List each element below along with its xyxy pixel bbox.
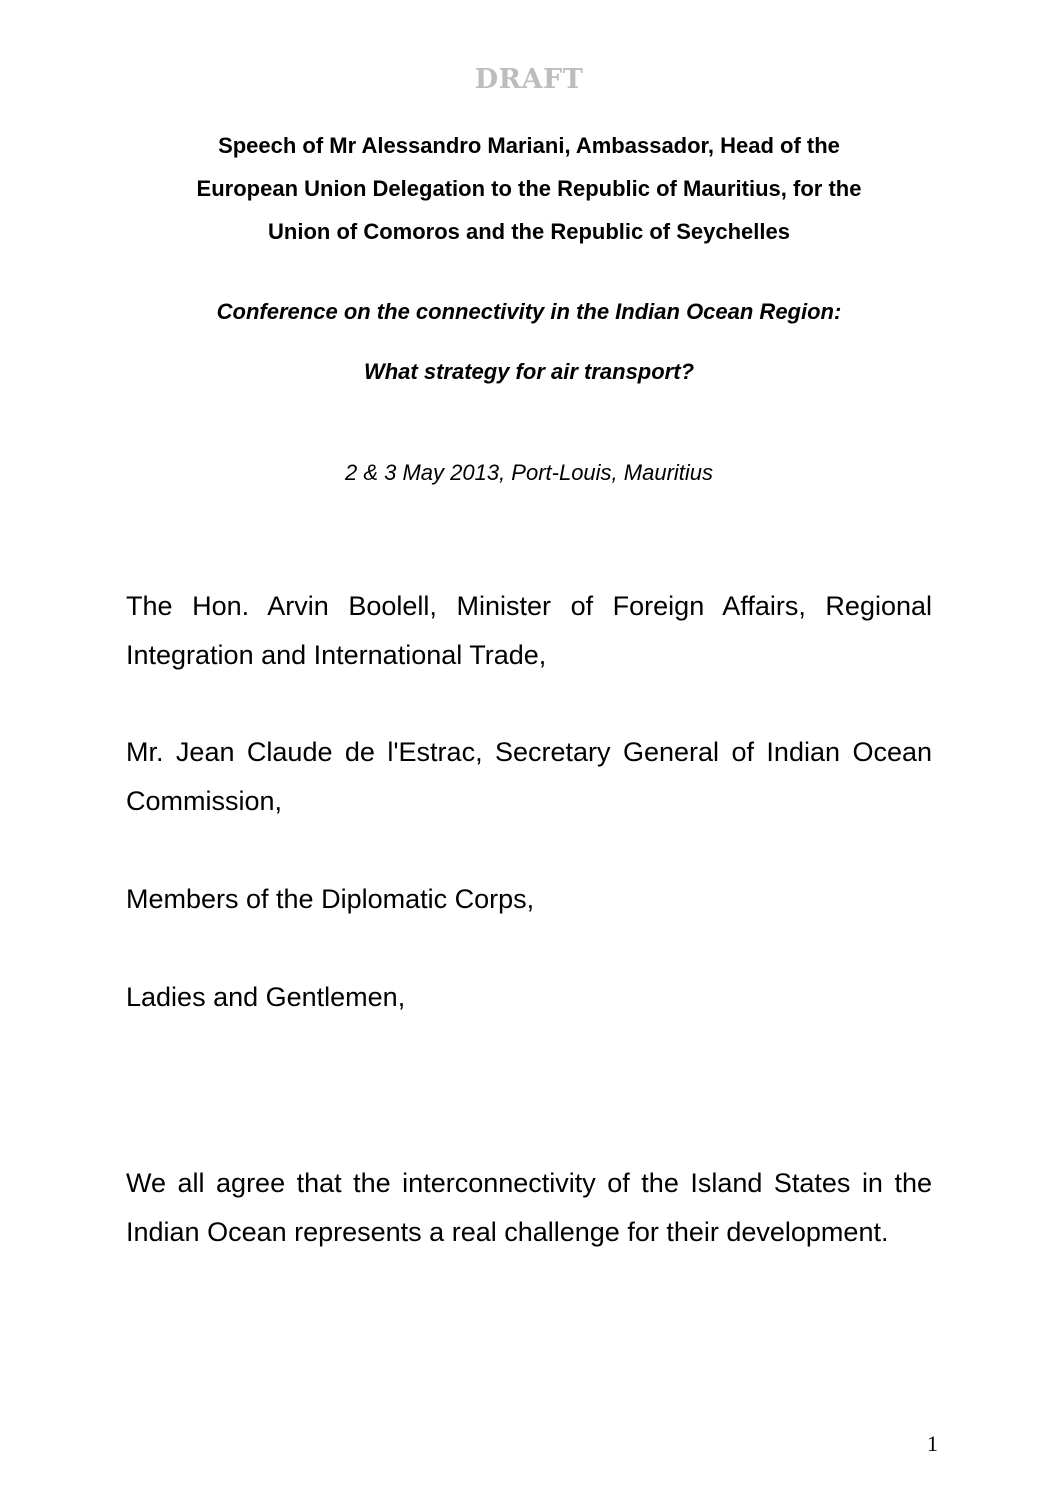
body-line: We all agree that the interconnectivity of the Island States in the	[126, 1168, 932, 1198]
salutation-line: Members of the Diplomatic Corps,	[126, 884, 535, 914]
salutation-line: Ladies and Gentlemen,	[126, 982, 406, 1012]
heading-line: Union of Comoros and the Republic of Seychelles	[268, 219, 790, 244]
page-number: 1	[927, 1431, 938, 1456]
heading-line: Speech of Mr Alessandro Mariani, Ambassador, Head of the	[218, 133, 840, 158]
salutation-line: The Hon. Arvin Boolell, Minister of Foreign Affairs, Regional	[126, 591, 932, 621]
conference-title: Conference on the connectivity in the Indian Ocean Region:	[216, 299, 842, 324]
salutation-line: Integration and International Trade,	[126, 640, 547, 670]
body-line: Indian Ocean represents a real challenge for their development.	[126, 1217, 889, 1247]
body-paragraph	[126, 1159, 932, 1257]
salutation-diplomatic-corps	[126, 875, 932, 924]
conference-subtitle: What strategy for air transport?	[363, 359, 695, 384]
salutation-line: Mr. Jean Claude de l'Estrac, Secretary General of Indian Ocean	[126, 737, 932, 767]
date-place: 2 & 3 May 2013, Port-Louis, Mauritius	[344, 460, 714, 485]
draft-watermark: DRAFT	[474, 64, 584, 95]
salutation-minister	[126, 582, 932, 680]
heading-line: European Union Delegation to the Republic of Mauritius, for the	[196, 176, 862, 201]
speech-heading	[110, 124, 948, 253]
salutation-ladies-gentlemen	[126, 973, 932, 1022]
salutation-line: Commission,	[126, 786, 283, 816]
salutation-secretary-general	[126, 728, 932, 826]
